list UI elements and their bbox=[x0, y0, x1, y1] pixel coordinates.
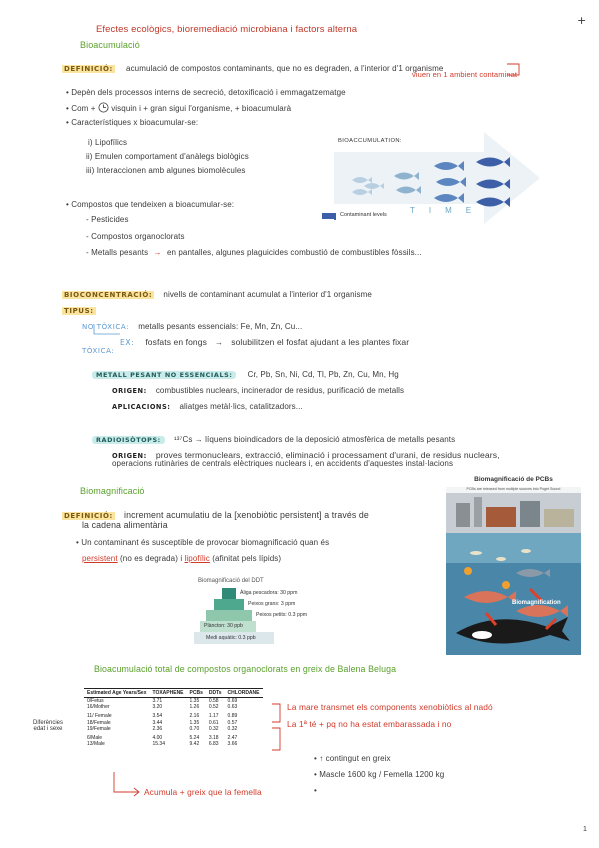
time-label: TIME bbox=[410, 206, 486, 215]
table-cell: 0.70 bbox=[189, 725, 200, 732]
legend-label: Contaminant levels bbox=[340, 212, 387, 218]
table-cell: 13/Male bbox=[87, 741, 105, 748]
no-toxica-label: NO TÒXICA: bbox=[82, 323, 130, 331]
bioconc-row bbox=[62, 282, 372, 301]
table-cell: 1.35 bbox=[189, 698, 200, 704]
metall-list: Cr, Pb, Sn, Ni, Cd, Tl, Pb, Zn, Cu, Mn, Hg bbox=[247, 370, 399, 379]
table-cell: 0/Fetus bbox=[87, 698, 104, 704]
table-cell: 3.66 bbox=[227, 741, 238, 748]
plus-mark: + bbox=[577, 14, 587, 27]
no-toxica-text: metalls pesants essencials: Fe, Mn, Zn, Cu... bbox=[138, 322, 303, 331]
origen-row: ORIGEN: combustibles nuclears, incinerador de residus, purificació de metalls bbox=[112, 386, 405, 395]
table-cell: 6/Male bbox=[87, 735, 103, 742]
radio-label: RADIOISÒTOPS: bbox=[92, 436, 165, 444]
table-cell: 2.36 bbox=[152, 725, 163, 732]
char-1: i) Lipofílics bbox=[88, 138, 128, 147]
def-text: acumulació de compostos contaminants, que no es degraden, a l'interior d'1 organisme bbox=[126, 64, 444, 73]
pcb-title: Biomagnificació de PCBs bbox=[446, 473, 581, 487]
beluga-bullet-2: • Mascle 1600 kg / Femella 1200 kg bbox=[314, 770, 445, 779]
beluga-bullet-3: • bbox=[314, 786, 317, 795]
table-cell: 0.61 bbox=[208, 719, 219, 726]
char-2: ii) Emulen comportament d'anàlegs biològics bbox=[86, 152, 249, 161]
table-cell: 6.83 bbox=[208, 741, 219, 748]
ddt-level-3-block bbox=[206, 610, 252, 621]
table-cell: 1.35 bbox=[189, 719, 200, 726]
biomag-def-text: increment acumulatiu de la [xenobiòtic persistent] a través de bbox=[124, 510, 369, 520]
beluga-heading: Bioacumulació total de compostos organoclorats en greix de Balena Beluga bbox=[94, 664, 397, 674]
table-cell: 3.20 bbox=[152, 704, 163, 711]
ex-connector bbox=[92, 324, 122, 338]
table-cell: 2.16 bbox=[189, 713, 200, 720]
bioconc-label: BIOCONCENTRACIÓ: bbox=[64, 291, 153, 299]
biomag-heading: Biomagnificació bbox=[80, 486, 145, 496]
table-cell: 2.47 bbox=[227, 735, 238, 742]
female-arrow bbox=[112, 770, 142, 800]
pcb-subtitle: PCBs are released from multiple sources into Puget Sound bbox=[466, 487, 561, 491]
age-sex-label: Diferències edat i sexe bbox=[32, 720, 63, 732]
beluga-note-1: La mare transmet els components xenobiòtics al nadó bbox=[287, 702, 493, 712]
table-row bbox=[84, 698, 263, 705]
beluga-note-2: La 1ª té + pq no ha estat embarassada i no bbox=[287, 719, 452, 729]
def-note: viuen en 1 ambient contaminat bbox=[412, 70, 518, 79]
pcb-illustration bbox=[446, 493, 581, 655]
radio-text: ¹³⁷Cs → líquens bioindicadors de la deposició atmosfèrica de metalls pesants bbox=[173, 435, 456, 444]
aplic-row: APLICACIONS: aliatges metàl·lics, catalitzadors... bbox=[112, 402, 303, 411]
def-label: DEFINICIÓ: bbox=[64, 65, 113, 73]
tipus-label: TIPUS: bbox=[64, 307, 94, 315]
table-cell: 0.89 bbox=[227, 713, 238, 720]
table-cell: 0.63 bbox=[227, 704, 238, 711]
table-cell: 11/ Female bbox=[87, 713, 112, 720]
table-cell: 3.54 bbox=[152, 713, 163, 720]
page-number: 1 bbox=[583, 826, 587, 833]
beluga-note-3: Acumula + greix que la femella bbox=[144, 787, 262, 797]
ddt-level-1-block bbox=[222, 588, 236, 599]
biomag-def-text2: la cadena alimentària bbox=[82, 520, 168, 530]
compound-1: - Pesticides bbox=[86, 215, 129, 224]
biomag-bullet-line2: persistent (no es degrada) i lipofílic (afinitat pels lípids) bbox=[82, 554, 282, 563]
table-cell: 18/Female bbox=[87, 719, 111, 726]
radio-origen-row: ORIGEN: proves termonuclears, extracció, eliminació i processament d'urani, de residus nuclears, bbox=[112, 450, 500, 460]
table-cell: 19/Female bbox=[87, 725, 111, 732]
table-cell: 1.26 bbox=[189, 704, 200, 711]
table-cell: 4.00 bbox=[152, 735, 163, 742]
table-cell: 0.32 bbox=[208, 725, 219, 732]
table-cell: 9.42 bbox=[189, 741, 200, 748]
table-cell: 15.34 bbox=[152, 741, 165, 748]
compound-3: - Metalls pesants → en pantalles, algunes plaguicides combustió de combustibles fòssils... bbox=[86, 248, 422, 257]
pcb-figure bbox=[446, 473, 581, 655]
bioacum-bullet-1: • Depèn dels processos interns de secreció, detoxificació i emmagatzematge bbox=[66, 88, 346, 97]
ddt-level-4: Plàncton: 30 ppb bbox=[204, 623, 243, 629]
table-row bbox=[84, 741, 263, 747]
beluga-brackets bbox=[270, 700, 290, 780]
table-cell: 16/Mother bbox=[87, 704, 110, 711]
ddt-level-1: Àliga pescadora: 30 ppm bbox=[240, 590, 298, 596]
metall-label: METALL PESANT NO ESSENCIALS: bbox=[92, 371, 236, 379]
ddt-level-3: Peixos petits: 0.3 ppm bbox=[256, 612, 308, 618]
ddt-level-5: Medi aquàtic: 0.3 ppb bbox=[206, 635, 256, 641]
compound-2: - Compostos organoclorats bbox=[86, 232, 185, 241]
bioacum-bullet-2: • Com + visquin i + gran sigui l'organisme, + bioacumularà bbox=[66, 104, 292, 113]
ddt-level-2: Peixos grans: 3 ppm bbox=[248, 601, 296, 607]
bioacum-def-row bbox=[62, 56, 443, 75]
char-3: iii) Interaccionen amb algunes biomolècules bbox=[86, 166, 246, 175]
table-cell: 3.18 bbox=[208, 735, 219, 742]
def-note-bracket bbox=[505, 60, 525, 80]
bioacum-bullet-3: • Característiques x bioacumular-se: bbox=[66, 118, 199, 127]
radio-origen-line2: operacions rutinàries de centrals elèctriques nuclears i, en accidents d'aquestes instal·lacions bbox=[112, 459, 454, 468]
ex-row: EX: fosfats en fongs → solubilitzen el fosfat ajudant a les plantes fixar bbox=[120, 337, 410, 347]
table-cell: 3.44 bbox=[152, 719, 163, 726]
bioacum-bullet-4: • Compostos que tendeixen a bioacumular-se: bbox=[66, 200, 235, 209]
table-header-row: Estimated Age Years/Sex TOXAPHENE PCBs DDTs CHLORDANE bbox=[84, 689, 263, 698]
beluga-table bbox=[84, 688, 263, 747]
table-cell: 0.32 bbox=[227, 725, 238, 732]
biomag-def-label: DEFINICIÓ: bbox=[64, 512, 113, 520]
ddt-title: Biomagnificació del DDT bbox=[198, 578, 264, 584]
table-cell: 0.69 bbox=[227, 698, 238, 704]
bioconc-text: nivells de contaminant acumulat a l'interior d'1 organisme bbox=[163, 290, 372, 299]
biomag-bullet: • Un contaminant és susceptible de provocar biomagnificació quan és bbox=[76, 538, 330, 547]
table-cell: 3.71 bbox=[152, 698, 163, 704]
page-title: Efectes ecològics, bioremediació microbiana i factors alterna bbox=[96, 24, 358, 35]
table-cell: 1.17 bbox=[208, 713, 219, 720]
beluga-table-wrap bbox=[84, 688, 263, 747]
table-cell: 5.24 bbox=[189, 735, 200, 742]
clock-icon bbox=[98, 102, 109, 113]
beluga-bullet-1: • ↑ contingut en greix bbox=[314, 754, 391, 763]
table-cell: 0.52 bbox=[208, 704, 219, 711]
table-cell: 0.57 bbox=[227, 719, 238, 726]
pcb-biomag-label: Biomagnification bbox=[512, 600, 561, 606]
legend-swatch bbox=[322, 213, 336, 219]
bioaccumulation-label: BIOACCUMULATION: bbox=[338, 138, 402, 144]
bioacum-heading: Bioacumulació bbox=[80, 40, 140, 50]
ddt-level-2-block bbox=[214, 599, 244, 610]
toxica-label: TÒXICA: bbox=[82, 347, 115, 355]
table-cell: 0.58 bbox=[208, 698, 219, 704]
